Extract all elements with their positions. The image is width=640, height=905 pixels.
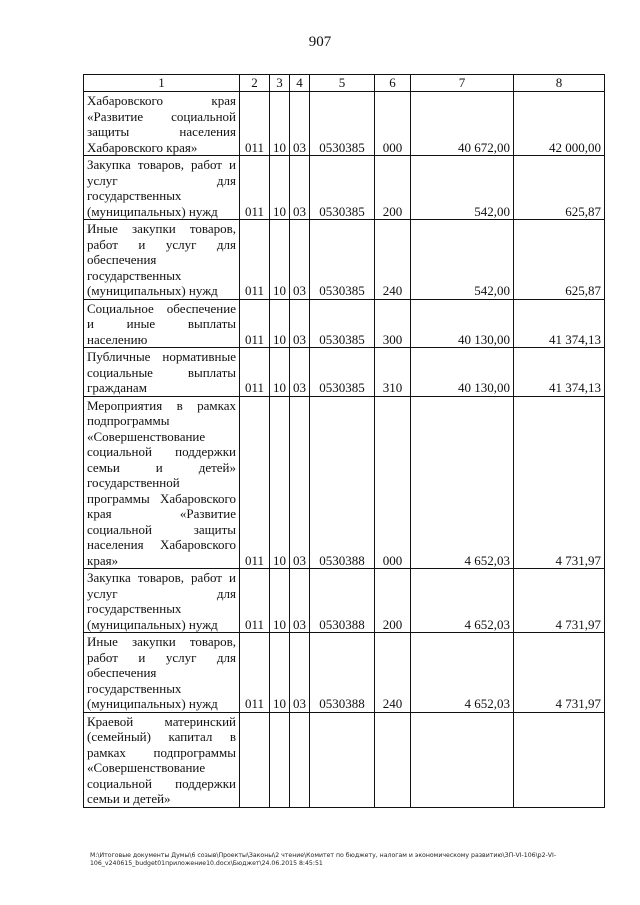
subsection-code-cell: 03 <box>290 396 310 569</box>
amount-year2-cell: 41 374,13 <box>514 348 605 397</box>
expense-type-cell: 310 <box>375 348 411 397</box>
budget-table <box>83 74 605 808</box>
expense-type-cell: 000 <box>375 396 411 569</box>
column-header-7: 7 <box>411 75 514 92</box>
row-name-cell: Публичные нормативные социальные выплаты гражданам <box>84 348 240 397</box>
section-code-cell: 10 <box>270 156 290 220</box>
target-article-cell <box>310 712 375 807</box>
ministry-code-cell <box>240 712 270 807</box>
ministry-code-cell: 011 <box>240 220 270 300</box>
ministry-code-cell: 011 <box>240 396 270 569</box>
ministry-code-cell: 011 <box>240 299 270 348</box>
section-code-cell: 10 <box>270 396 290 569</box>
row-name-cell: Мероприятия в рамках подпрограммы «Совершенствование социальной поддержки семьи и детей» государственной программы Хабаровского края «Развитие социальной защиты населения Хабаровского края» <box>84 396 240 569</box>
amount-year1-cell: 40 130,00 <box>411 299 514 348</box>
column-header-3: 3 <box>270 75 290 92</box>
table-body <box>84 92 605 808</box>
expense-type-cell: 300 <box>375 299 411 348</box>
table-row <box>84 348 605 397</box>
table-row <box>84 220 605 300</box>
ministry-code-cell: 011 <box>240 92 270 156</box>
section-code-cell: 10 <box>270 220 290 300</box>
amount-year1-cell: 542,00 <box>411 220 514 300</box>
table-header-row <box>84 75 605 92</box>
expense-type-cell: 200 <box>375 569 411 633</box>
ministry-code-cell: 011 <box>240 569 270 633</box>
row-name-cell: Иные закупки товаров, работ и услуг для обеспечения государственных (муниципальных) нужд <box>84 220 240 300</box>
column-header-1: 1 <box>84 75 240 92</box>
section-code-cell: 10 <box>270 92 290 156</box>
row-name-cell: Закупка товаров, работ и услуг для государственных (муниципальных) нужд <box>84 569 240 633</box>
ministry-code-cell: 011 <box>240 156 270 220</box>
target-article-cell: 0530385 <box>310 348 375 397</box>
table-row <box>84 633 605 713</box>
subsection-code-cell: 03 <box>290 299 310 348</box>
target-article-cell: 0530388 <box>310 569 375 633</box>
subsection-code-cell <box>290 712 310 807</box>
amount-year2-cell: 4 731,97 <box>514 633 605 713</box>
subsection-code-cell: 03 <box>290 156 310 220</box>
table-row <box>84 396 605 569</box>
section-code-cell <box>270 712 290 807</box>
row-name-cell: Хабаровского края «Развитие социальной защиты населения Хабаровского края» <box>84 92 240 156</box>
file-path-footer: M:\Итоговые документы Думы\6 созыв\Проекты\Законы\2 чтение\Комитет по бюджету, налогам и экономическому развитию\ЗП-VI-106\р2-VI-106_v240615_budget01приложение10.docx\Бюджет\24.06.2015 8:45:51 <box>90 852 557 867</box>
expense-type-cell: 240 <box>375 220 411 300</box>
expense-type-cell: 240 <box>375 633 411 713</box>
row-name-cell: Краевой материнский (семейный) капитал в рамках подпрограммы «Совершенствование социальной поддержки семьи и детей» <box>84 712 240 807</box>
row-name-cell: Закупка товаров, работ и услуг для государственных (муниципальных) нужд <box>84 156 240 220</box>
amount-year2-cell: 4 731,97 <box>514 396 605 569</box>
subsection-code-cell: 03 <box>290 220 310 300</box>
target-article-cell: 0530385 <box>310 156 375 220</box>
expense-type-cell: 200 <box>375 156 411 220</box>
row-name-cell: Социальное обеспечение и иные выплаты населению <box>84 299 240 348</box>
expense-type-cell: 000 <box>375 92 411 156</box>
section-code-cell: 10 <box>270 299 290 348</box>
subsection-code-cell: 03 <box>290 348 310 397</box>
subsection-code-cell: 03 <box>290 569 310 633</box>
table-row <box>84 569 605 633</box>
target-article-cell: 0530385 <box>310 92 375 156</box>
section-code-cell: 10 <box>270 569 290 633</box>
amount-year1-cell: 4 652,03 <box>411 633 514 713</box>
table-row <box>84 299 605 348</box>
amount-year2-cell <box>514 712 605 807</box>
amount-year2-cell: 4 731,97 <box>514 569 605 633</box>
expense-type-cell <box>375 712 411 807</box>
table-row <box>84 712 605 807</box>
amount-year1-cell: 4 652,03 <box>411 569 514 633</box>
table-row <box>84 156 605 220</box>
column-header-2: 2 <box>240 75 270 92</box>
target-article-cell: 0530385 <box>310 220 375 300</box>
amount-year2-cell: 625,87 <box>514 156 605 220</box>
ministry-code-cell: 011 <box>240 633 270 713</box>
section-code-cell: 10 <box>270 633 290 713</box>
target-article-cell: 0530388 <box>310 396 375 569</box>
amount-year1-cell <box>411 712 514 807</box>
column-header-8: 8 <box>514 75 605 92</box>
section-code-cell: 10 <box>270 348 290 397</box>
amount-year1-cell: 40 672,00 <box>411 92 514 156</box>
row-name-cell: Иные закупки товаров, работ и услуг для обеспечения государственных (муниципальных) нужд <box>84 633 240 713</box>
column-header-6: 6 <box>375 75 411 92</box>
target-article-cell: 0530388 <box>310 633 375 713</box>
amount-year2-cell: 42 000,00 <box>514 92 605 156</box>
ministry-code-cell: 011 <box>240 348 270 397</box>
subsection-code-cell: 03 <box>290 633 310 713</box>
amount-year1-cell: 40 130,00 <box>411 348 514 397</box>
amount-year2-cell: 41 374,13 <box>514 299 605 348</box>
subsection-code-cell: 03 <box>290 92 310 156</box>
column-header-4: 4 <box>290 75 310 92</box>
page-number: 907 <box>308 34 332 50</box>
table-row <box>84 92 605 156</box>
amount-year2-cell: 625,87 <box>514 220 605 300</box>
target-article-cell: 0530385 <box>310 299 375 348</box>
amount-year1-cell: 542,00 <box>411 156 514 220</box>
amount-year1-cell: 4 652,03 <box>411 396 514 569</box>
column-header-5: 5 <box>310 75 375 92</box>
